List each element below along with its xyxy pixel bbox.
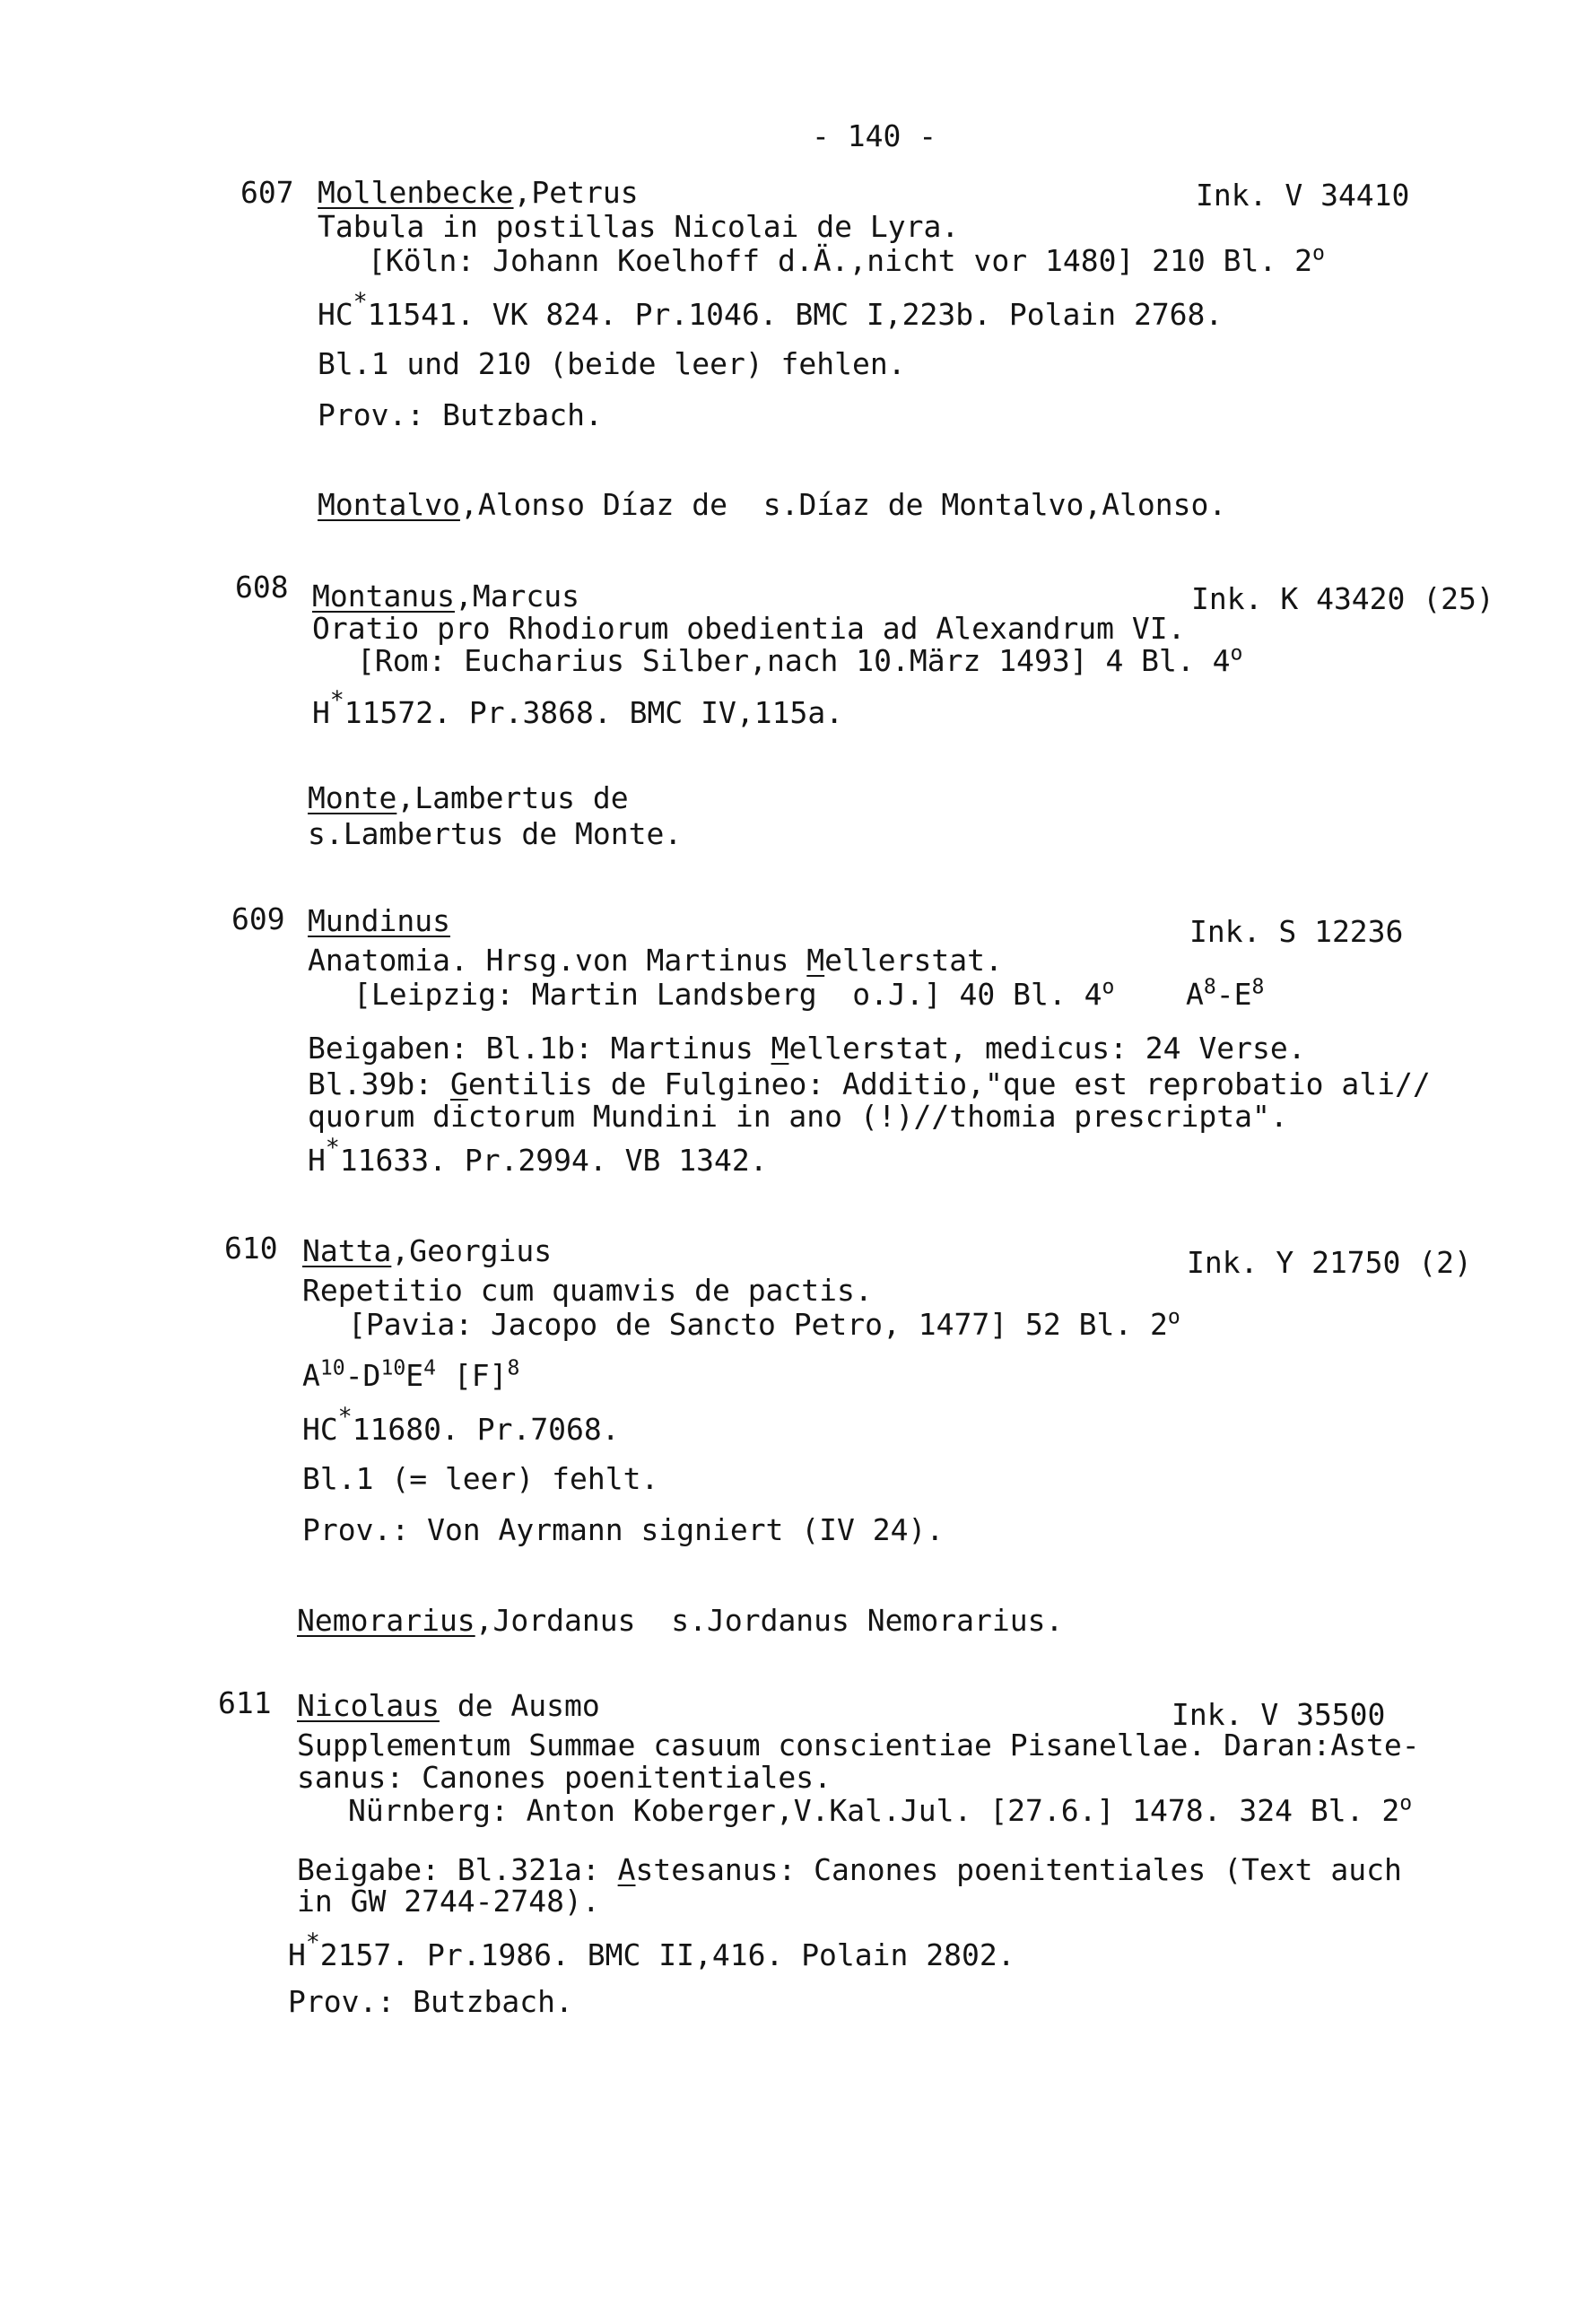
author-forename: ,Georgius bbox=[391, 1233, 553, 1268]
entry-number: 610 bbox=[224, 1231, 278, 1266]
cross-reference: Nemorarius,Jordanus s.Jordanus Nemorarius. bbox=[297, 1603, 1064, 1638]
cross-reference-target: s.Lambertus de Monte. bbox=[308, 816, 683, 851]
entry-number: 607 bbox=[240, 175, 294, 210]
title: Oratio pro Rhodiorum obedientia ad Alexandrum VI. bbox=[312, 611, 1186, 646]
imprint: [Leipzig: Martin Landsberg o.J.] 40 Bl. 4$^o$ bbox=[353, 975, 1115, 1012]
note: Bl.1 (= leer) fehlt. bbox=[302, 1461, 659, 1496]
provenance: Prov.: Butzbach. bbox=[288, 1984, 573, 2019]
references: H*11572. Pr.3868. BMC IV,115a. bbox=[312, 685, 844, 730]
imprint: [Pavia: Jacopo de Sancto Petro, 1477] 52 Bl. 2$^o$ bbox=[348, 1305, 1180, 1342]
references: HC*11541. VK 824. Pr.1046. BMC I,223b. Polain 2768. bbox=[318, 287, 1224, 332]
shelfmark: Ink. K 43420 (25) bbox=[1191, 581, 1494, 616]
author-surname: Mundinus bbox=[308, 903, 450, 938]
author-surname: Natta bbox=[302, 1233, 392, 1268]
author-surname: Montanus bbox=[312, 579, 455, 614]
page-number: - 140 - bbox=[812, 118, 937, 153]
entry-heading bbox=[308, 903, 450, 938]
title: Repetitio cum quamvis de pactis. bbox=[302, 1273, 873, 1308]
title: Tabula in postillas Nicolai de Lyra. bbox=[318, 209, 960, 244]
supplement: Beigabe: Bl.321a: Astesanus: Canones poenitentiales (Text auch bbox=[297, 1852, 1402, 1887]
shelfmark: Ink. S 12236 bbox=[1189, 914, 1404, 949]
author-forename: ,Marcus bbox=[454, 579, 580, 614]
entry-heading bbox=[312, 579, 580, 614]
entry-number: 609 bbox=[231, 901, 285, 936]
author-surname: Nicolaus bbox=[297, 1688, 440, 1723]
cross-reference-heading: Monte,Lambertus de bbox=[308, 780, 629, 815]
title: Anatomia. Hrsg.von Martinus Mellerstat. bbox=[308, 943, 1003, 978]
cross-reference: Montalvo,Alonso Díaz de s.Díaz de Montalvo,Alonso. bbox=[318, 487, 1227, 522]
supplement: in GW 2744-2748). bbox=[297, 1884, 600, 1919]
title-continued: sanus: Canones poenitentiales. bbox=[297, 1760, 832, 1795]
note: Bl.1 und 210 (beide leer) fehlen. bbox=[318, 346, 906, 381]
provenance: Prov.: Butzbach. bbox=[318, 397, 603, 432]
shelfmark: Ink. V 34410 bbox=[1196, 178, 1410, 213]
author-forename: de Ausmo bbox=[439, 1688, 600, 1723]
imprint: Nürnberg: Anton Koberger,V.Kal.Jul. [27.6.] 1478. 324 Bl. 2$^o$ bbox=[348, 1791, 1413, 1828]
entry-heading bbox=[302, 1233, 553, 1268]
imprint: [Köln: Johann Koelhoff d.Ä.,nicht vor 1480] 210 Bl. 2$^o$ bbox=[368, 241, 1325, 278]
supplement: quorum dictorum Mundini in ano (!)//thomia prescripta". bbox=[308, 1099, 1288, 1134]
entry-heading bbox=[297, 1688, 600, 1723]
author-forename: ,Petrus bbox=[513, 175, 639, 210]
entry-number: 611 bbox=[218, 1685, 272, 1720]
title: Supplementum Summae casuum conscientiae Pisanellae. Daran:Aste- bbox=[297, 1728, 1420, 1763]
supplement: Beigaben: Bl.1b: Martinus Mellerstat, medicus: 24 Verse. bbox=[308, 1031, 1306, 1066]
references: H*2157. Pr.1986. BMC II,416. Polain 2802. bbox=[288, 1928, 1015, 1972]
provenance: Prov.: Von Ayrmann signiert (IV 24). bbox=[302, 1512, 945, 1547]
entry-heading bbox=[318, 175, 639, 210]
supplement: Bl.39b: Gentilis de Fulgineo: Additio,"que est reprobatio ali// bbox=[308, 1066, 1431, 1101]
shelfmark: Ink. Y 21750 (2) bbox=[1187, 1245, 1472, 1280]
references: H*11633. Pr.2994. VB 1342. bbox=[308, 1133, 768, 1178]
entry-number: 608 bbox=[235, 570, 289, 605]
shelfmark: Ink. V 35500 bbox=[1172, 1697, 1386, 1732]
imprint: [Rom: Eucharius Silber,nach 10.März 1493] 4 Bl. 4$^o$ bbox=[357, 641, 1243, 678]
collation: $A^8-E^8$ bbox=[1186, 975, 1265, 1012]
references: HC*11680. Pr.7068. bbox=[302, 1402, 620, 1447]
collation: $A^{10}-D^{10}E^4$ $[F]^8$ bbox=[302, 1356, 520, 1393]
author-surname: Mollenbecke bbox=[318, 175, 514, 210]
